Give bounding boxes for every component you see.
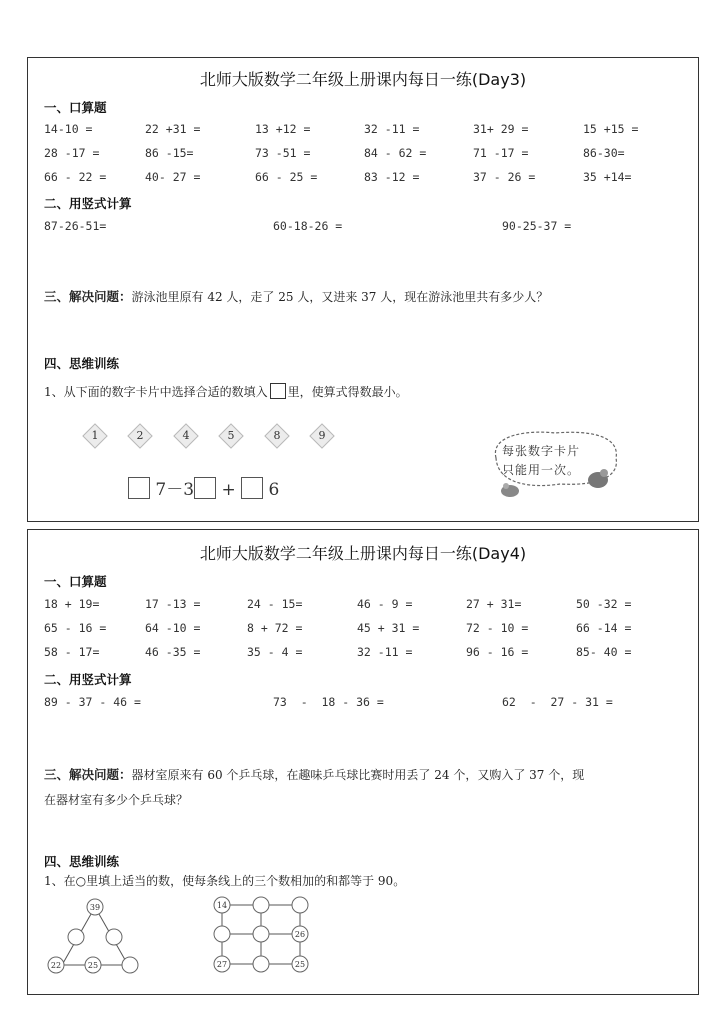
triangle-node[interactable]	[106, 929, 122, 945]
node-value: 39	[89, 903, 101, 912]
node-value: 14	[216, 901, 228, 910]
number-card: 9	[311, 425, 333, 447]
thinking-question	[44, 380, 408, 404]
word-problem-line-1: 器材室原来有 60 个乒乓球，在趣味乒乓球比赛时用丢了 24 个，又购入了 37 个，现	[131, 768, 585, 782]
oral-problem: 96 - 16 =	[466, 645, 529, 659]
equation-part: 7－3	[155, 480, 195, 500]
oral-problem: 50 -32 =	[576, 597, 632, 611]
oral-problem: 86-30=	[583, 146, 625, 160]
oral-problem: 71 -17 =	[473, 146, 529, 160]
oral-problem: 73 -51 =	[255, 146, 311, 160]
oral-problem: 13 +12 =	[255, 122, 311, 136]
triangle-puzzle	[42, 892, 162, 978]
equation-part: 6	[268, 480, 280, 500]
oral-problem: 35 - 4 =	[247, 645, 303, 659]
node-value: 25	[87, 961, 99, 970]
oral-problem: 86 -15=	[145, 146, 194, 160]
blank-box[interactable]	[128, 477, 150, 499]
oral-problem: 24 - 15=	[247, 597, 303, 611]
question-text-end: 里，使算式得数最小。	[287, 385, 408, 399]
oral-problem: 46 -35 =	[145, 645, 201, 659]
oral-problem: 31+ 29 =	[473, 122, 529, 136]
oral-problem: 18 + 19=	[44, 597, 100, 611]
vertical-problem: 73 - 18 - 36 =	[273, 695, 384, 709]
blank-square-icon	[270, 383, 286, 399]
vertical-problem: 89 - 37 - 46 =	[44, 695, 141, 709]
vertical-problem: 60-18-26 =	[273, 219, 343, 233]
node-value: 26	[294, 930, 306, 939]
word-problem-line-2: 在器材室有多少个乒乓球？	[44, 793, 189, 807]
square-node[interactable]	[253, 956, 269, 972]
hint-line-1: 每张数字卡片	[502, 444, 581, 458]
square-node[interactable]	[253, 897, 269, 913]
square-node[interactable]	[292, 897, 308, 913]
equation-part: +	[221, 480, 236, 500]
section-thinking-heading: 四、思维训练	[44, 356, 120, 371]
section-thinking-heading: 四、思维训练	[44, 854, 120, 869]
triangle-node[interactable]	[68, 929, 84, 945]
oral-problem: 45 + 31 =	[357, 621, 420, 635]
page-title: 北师大版数学二年级上册课内每日一练(Day4)	[199, 544, 527, 563]
oral-problem: 72 - 10 =	[466, 621, 529, 635]
oral-problem: 66 - 22 =	[44, 170, 107, 184]
hint-bubble	[480, 428, 630, 507]
oral-problem: 84 - 62 =	[364, 146, 427, 160]
oral-problem: 37 - 26 =	[473, 170, 536, 184]
node-value: 25	[294, 960, 306, 969]
oral-problem: 8 + 72 =	[247, 621, 303, 635]
oral-problem: 32 -11 =	[357, 645, 413, 659]
oral-problem: 85- 40 =	[576, 645, 632, 659]
number-card: 2	[129, 425, 151, 447]
section-oral-heading: 一、口算题	[44, 100, 107, 115]
word-problem	[44, 285, 548, 309]
oral-problem: 46 - 9 =	[357, 597, 413, 611]
oral-problem: 65 - 16 =	[44, 621, 107, 635]
question-text-start: 1、从下面的数字卡片中选择合适的数填入	[44, 385, 268, 399]
square-node[interactable]	[214, 926, 230, 942]
oral-problem: 14-10 =	[44, 122, 93, 136]
page-title: 北师大版数学二年级上册课内每日一练(Day3)	[199, 70, 527, 89]
square-puzzle	[206, 894, 316, 974]
word-problem-label: 三、解决问题：	[44, 767, 132, 782]
word-problem-text: 游泳池里原有 42 人，走了 25 人，又进来 37 人，现在游泳池里共有多少人？	[131, 290, 549, 304]
oral-problem: 66 - 25 =	[255, 170, 318, 184]
vertical-problem: 62 - 27 - 31 =	[502, 695, 613, 709]
number-card: 4	[175, 425, 197, 447]
oral-problem: 35 +14=	[583, 170, 632, 184]
number-card: 1	[84, 425, 106, 447]
node-value: 22	[50, 961, 62, 970]
square-node[interactable]	[253, 926, 269, 942]
hint-line-2: 只能用一次。	[502, 463, 581, 477]
vertical-problem: 87-26-51=	[44, 219, 107, 233]
oral-problem: 32 -11 =	[364, 122, 420, 136]
oral-problem: 40- 27 =	[145, 170, 201, 184]
section-oral-heading: 一、口算题	[44, 574, 107, 589]
oral-problem: 28 -17 =	[44, 146, 100, 160]
oral-problem: 27 + 31=	[466, 597, 522, 611]
oral-problem: 66 -14 =	[576, 621, 632, 635]
blank-box[interactable]	[241, 477, 263, 499]
blank-box[interactable]	[194, 477, 216, 499]
worksheet-day4	[27, 529, 699, 995]
oral-problem: 17 -13 =	[145, 597, 201, 611]
vertical-problem: 90-25-37 =	[502, 219, 572, 233]
triangle-node[interactable]	[122, 957, 138, 973]
oral-problem: 83 -12 =	[364, 170, 420, 184]
section-vertical-heading: 二、用竖式计算	[44, 196, 132, 211]
oral-problem: 15 +15 =	[583, 122, 639, 136]
oral-problem: 22 +31 =	[145, 122, 201, 136]
number-card: 8	[266, 425, 288, 447]
word-problem	[44, 763, 584, 787]
word-problem-label: 三、解决问题：	[44, 289, 132, 304]
node-value: 27	[216, 960, 228, 969]
oral-problem: 58 - 17=	[44, 645, 100, 659]
section-vertical-heading: 二、用竖式计算	[44, 672, 132, 687]
oral-problem: 64 -10 =	[145, 621, 201, 635]
fill-in-equation	[128, 475, 279, 499]
number-card: 5	[220, 425, 242, 447]
thinking-question: 1、在○里填上适当的数，使每条线上的三个数相加的和都等于 90。	[44, 874, 406, 888]
worksheet-day3	[27, 57, 699, 522]
